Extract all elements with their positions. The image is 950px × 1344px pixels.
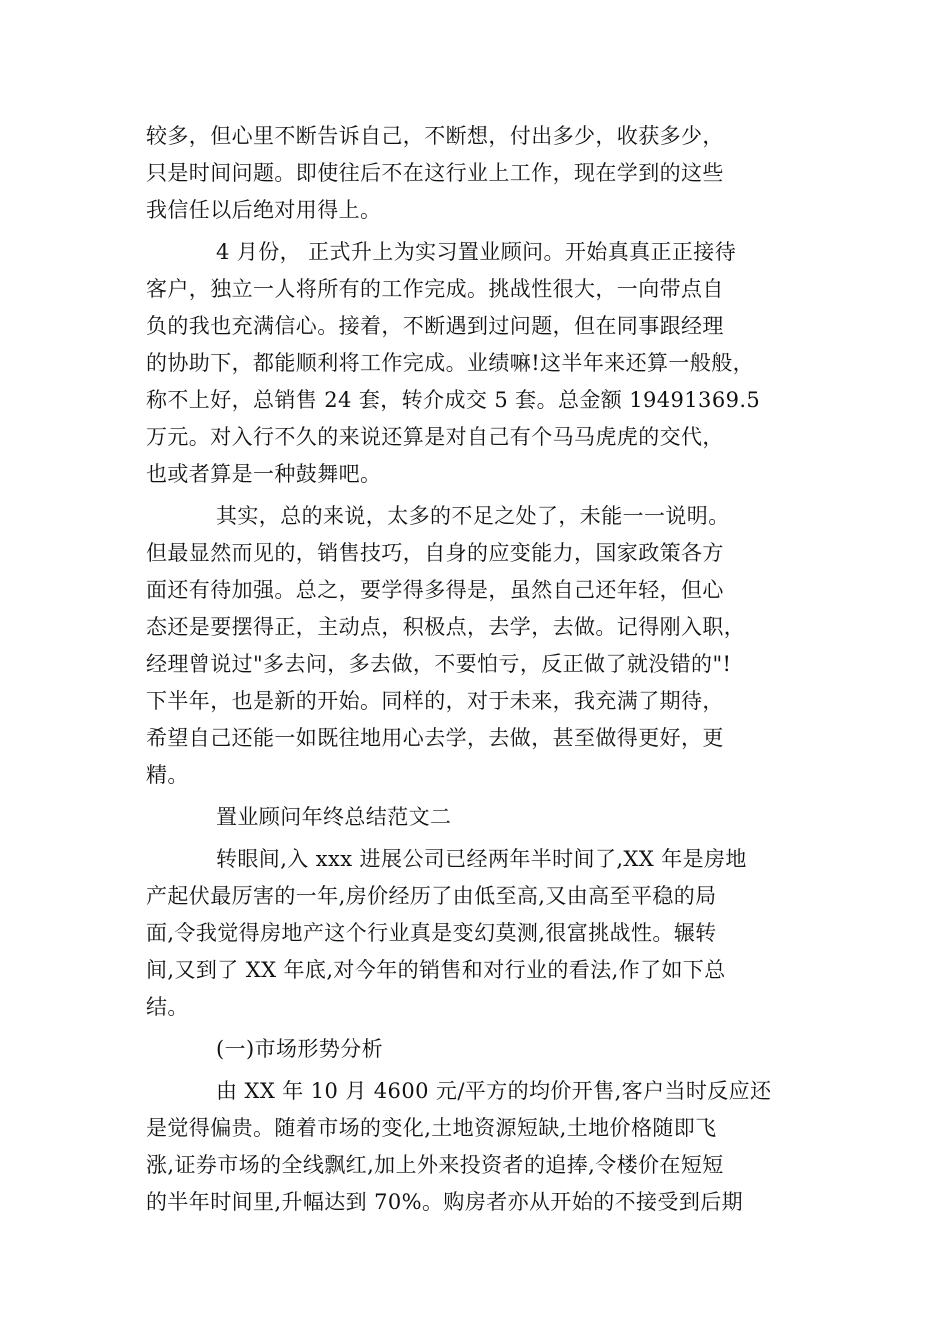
text-line: 希望自己还能一如既往地用心去学，去做，甚至做得更好，更 [146,726,724,750]
text-line: 转眼间,入 xxx 进展公司已经两年半时间了,XX 年是房地 [216,847,747,871]
text-line: 下半年，也是新的开始。同样的，对于未来，我充满了期待， [146,689,724,713]
text-line: 万元。对入行不久的来说还算是对自己有个马马虎虎的交代， [146,425,724,449]
document-body [146,118,806,1221]
text-line: 由 XX 年 10 月 4600 元/平方的均价开售,客户当时反应还 [216,1079,772,1103]
text-line: 经理曾说过"多去问，多去做，不要怕亏，反正做了就没错的"! [146,652,732,676]
text-line: 结。 [146,995,189,1019]
text-line: 客户，独立一人将所有的工作完成。挑战性很大，一向带点自 [146,277,724,301]
text-line: 4 月份， 正式升上为实习置业顾问。开始真真正正接待 [216,240,737,264]
text-line: 产起伏最厉害的一年,房价经历了由低至高,又由高至平稳的局 [146,884,717,908]
text-line: 较多，但心里不断告诉自己，不断想，付出多少，收获多少， [146,124,724,148]
text-line: 的协助下，都能顺利将工作完成。业绩嘛!这半年来还算一般般， [146,351,755,375]
text-line: 也或者算是一种鼓舞吧。 [146,462,382,486]
text-line: 我信任以后绝对用得上。 [146,198,382,222]
text-line: 态还是要摆得正，主动点，积极点，去学，去做。记得刚入职， [146,615,746,639]
text-line: 面,令我觉得房地产这个行业真是变幻莫测,很富挑战性。辗转 [146,921,717,945]
text-line: 只是时间问题。即使往后不在这行业上工作，现在学到的这些 [146,161,724,185]
text-line: 的半年时间里,升幅达到 70%。购房者亦从开始的不接受到后期 [146,1190,744,1214]
text-line: 面还有待加强。总之，要学得多得是，虽然自己还年轻，但心 [146,578,724,602]
text-line: 但最显然而见的，销售技巧，自身的应变能力，国家政策各方 [146,541,724,565]
text-line: 称不上好，总销售 24 套，转介成交 5 套。总金额 19491369.5 [146,388,761,412]
text-line: 置业顾问年终总结范文二 [216,805,452,829]
text-line: 精。 [146,763,189,787]
text-line: 间,又到了 XX 年底,对今年的销售和对行业的看法,作了如下总 [146,958,726,982]
text-line: 其实，总的来说，太多的不足之处了，未能一一说明。 [216,504,730,528]
text-line: 负的我也充满信心。接着，不断遇到过问题，但在同事跟经理 [146,314,724,338]
text-line: 涨,证券市场的全线飘红,加上外来投资者的追捧,令楼价在短短 [146,1153,724,1177]
text-line: 是觉得偏贵。随着市场的变化,土地资源短缺,土地价格随即飞 [146,1116,717,1140]
text-line: (一)市场形势分析 [216,1037,383,1061]
